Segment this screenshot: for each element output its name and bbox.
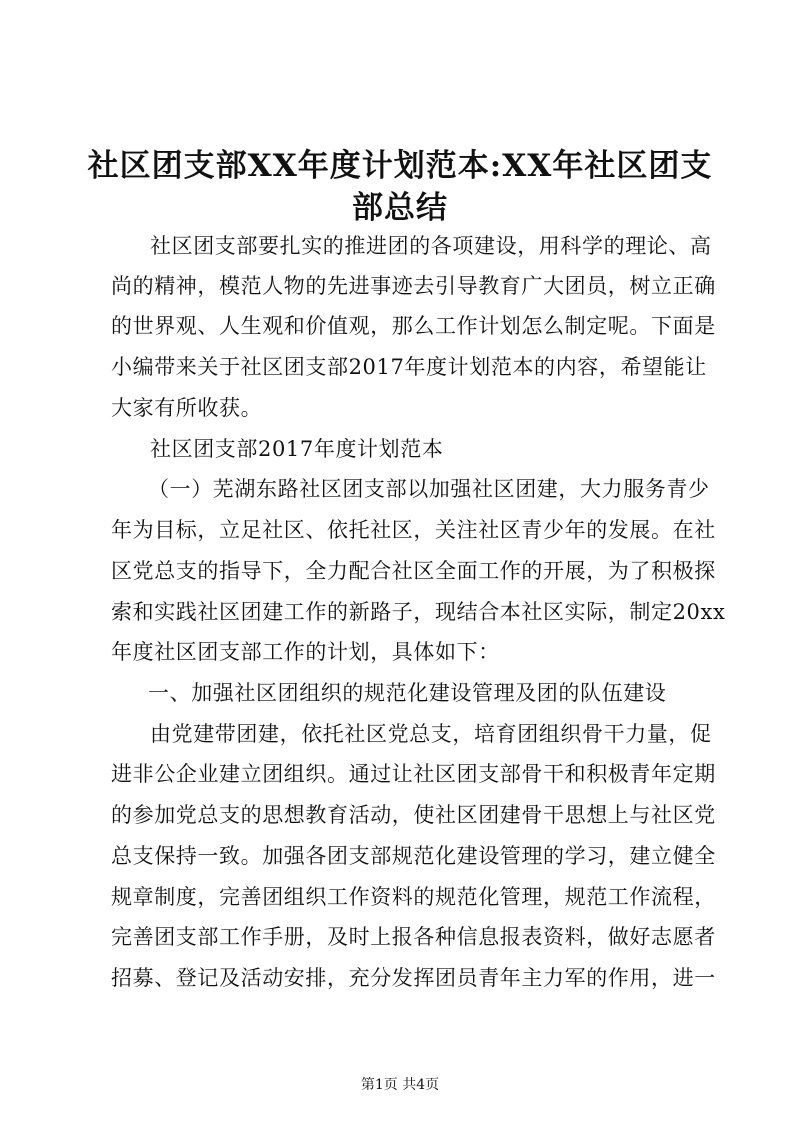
paragraph-line: 尚的精神，模范人物的先进事迹去引导教育广大团员，树立正确	[111, 274, 716, 298]
paragraph-line: 社区团支部要扎实的推进团的各项建设，用科学的理论、高	[150, 234, 712, 258]
page-footer: 第1页 共4页	[360, 1077, 440, 1093]
section-heading: 一、加强社区团组织的规范化建设管理及团的队伍建设	[148, 681, 667, 705]
paragraph-line: 索和实践社区团建工作的新路子，现结合本社区实际，制定20xx	[111, 600, 726, 624]
paragraph-line: （一）芜湖东路社区团支部以加强社区团建，大力服务青少	[148, 477, 710, 501]
paragraph-line: 年度社区团支部工作的计划，具体如下：	[111, 640, 500, 664]
paragraph-line: 的参加党总支的思想教育活动，使社区团建骨干思想上与社区党	[111, 803, 716, 827]
paragraph-line: 年为目标，立足社区、依托社区，关注社区青少年的发展。在社	[111, 518, 716, 542]
paragraph-line: 大家有所收获。	[111, 396, 263, 420]
paragraph-line: 规章制度，完善团组织工作资料的规范化管理，规范工作流程，	[111, 885, 716, 909]
paragraph-line: 小编带来关于社区团支部2017年度计划范本的内容，希望能让	[111, 355, 707, 379]
paragraph-line: 区党总支的指导下，全力配合社区全面工作的开展，为了积极探	[111, 559, 716, 583]
paragraph-line: 进非公企业建立团组织。通过让社区团支部骨干和积极青年定期	[111, 762, 716, 786]
paragraph-line: 由党建带团建，依托社区党总支，培育团组织骨干力量，促	[150, 722, 712, 746]
paragraph-line: 的世界观、人生观和价值观，那么工作计划怎么制定呢。下面是	[111, 314, 716, 338]
paragraph-line: 招募、登记及活动安排，充分发挥团员青年主力军的作用，进一	[111, 966, 716, 990]
section-subtitle: 社区团支部2017年度计划范本	[150, 437, 444, 461]
paragraph-line: 总支保持一致。加强各团支部规范化建设管理的学习，建立健全	[111, 844, 716, 868]
paragraph-line: 完善团支部工作手册，及时上报各种信息报表资料，做好志愿者	[111, 925, 716, 949]
page-title-continued: 部总结	[352, 190, 448, 226]
page-title: 社区团支部XX年度计划范本:XX年社区团支	[87, 148, 713, 184]
